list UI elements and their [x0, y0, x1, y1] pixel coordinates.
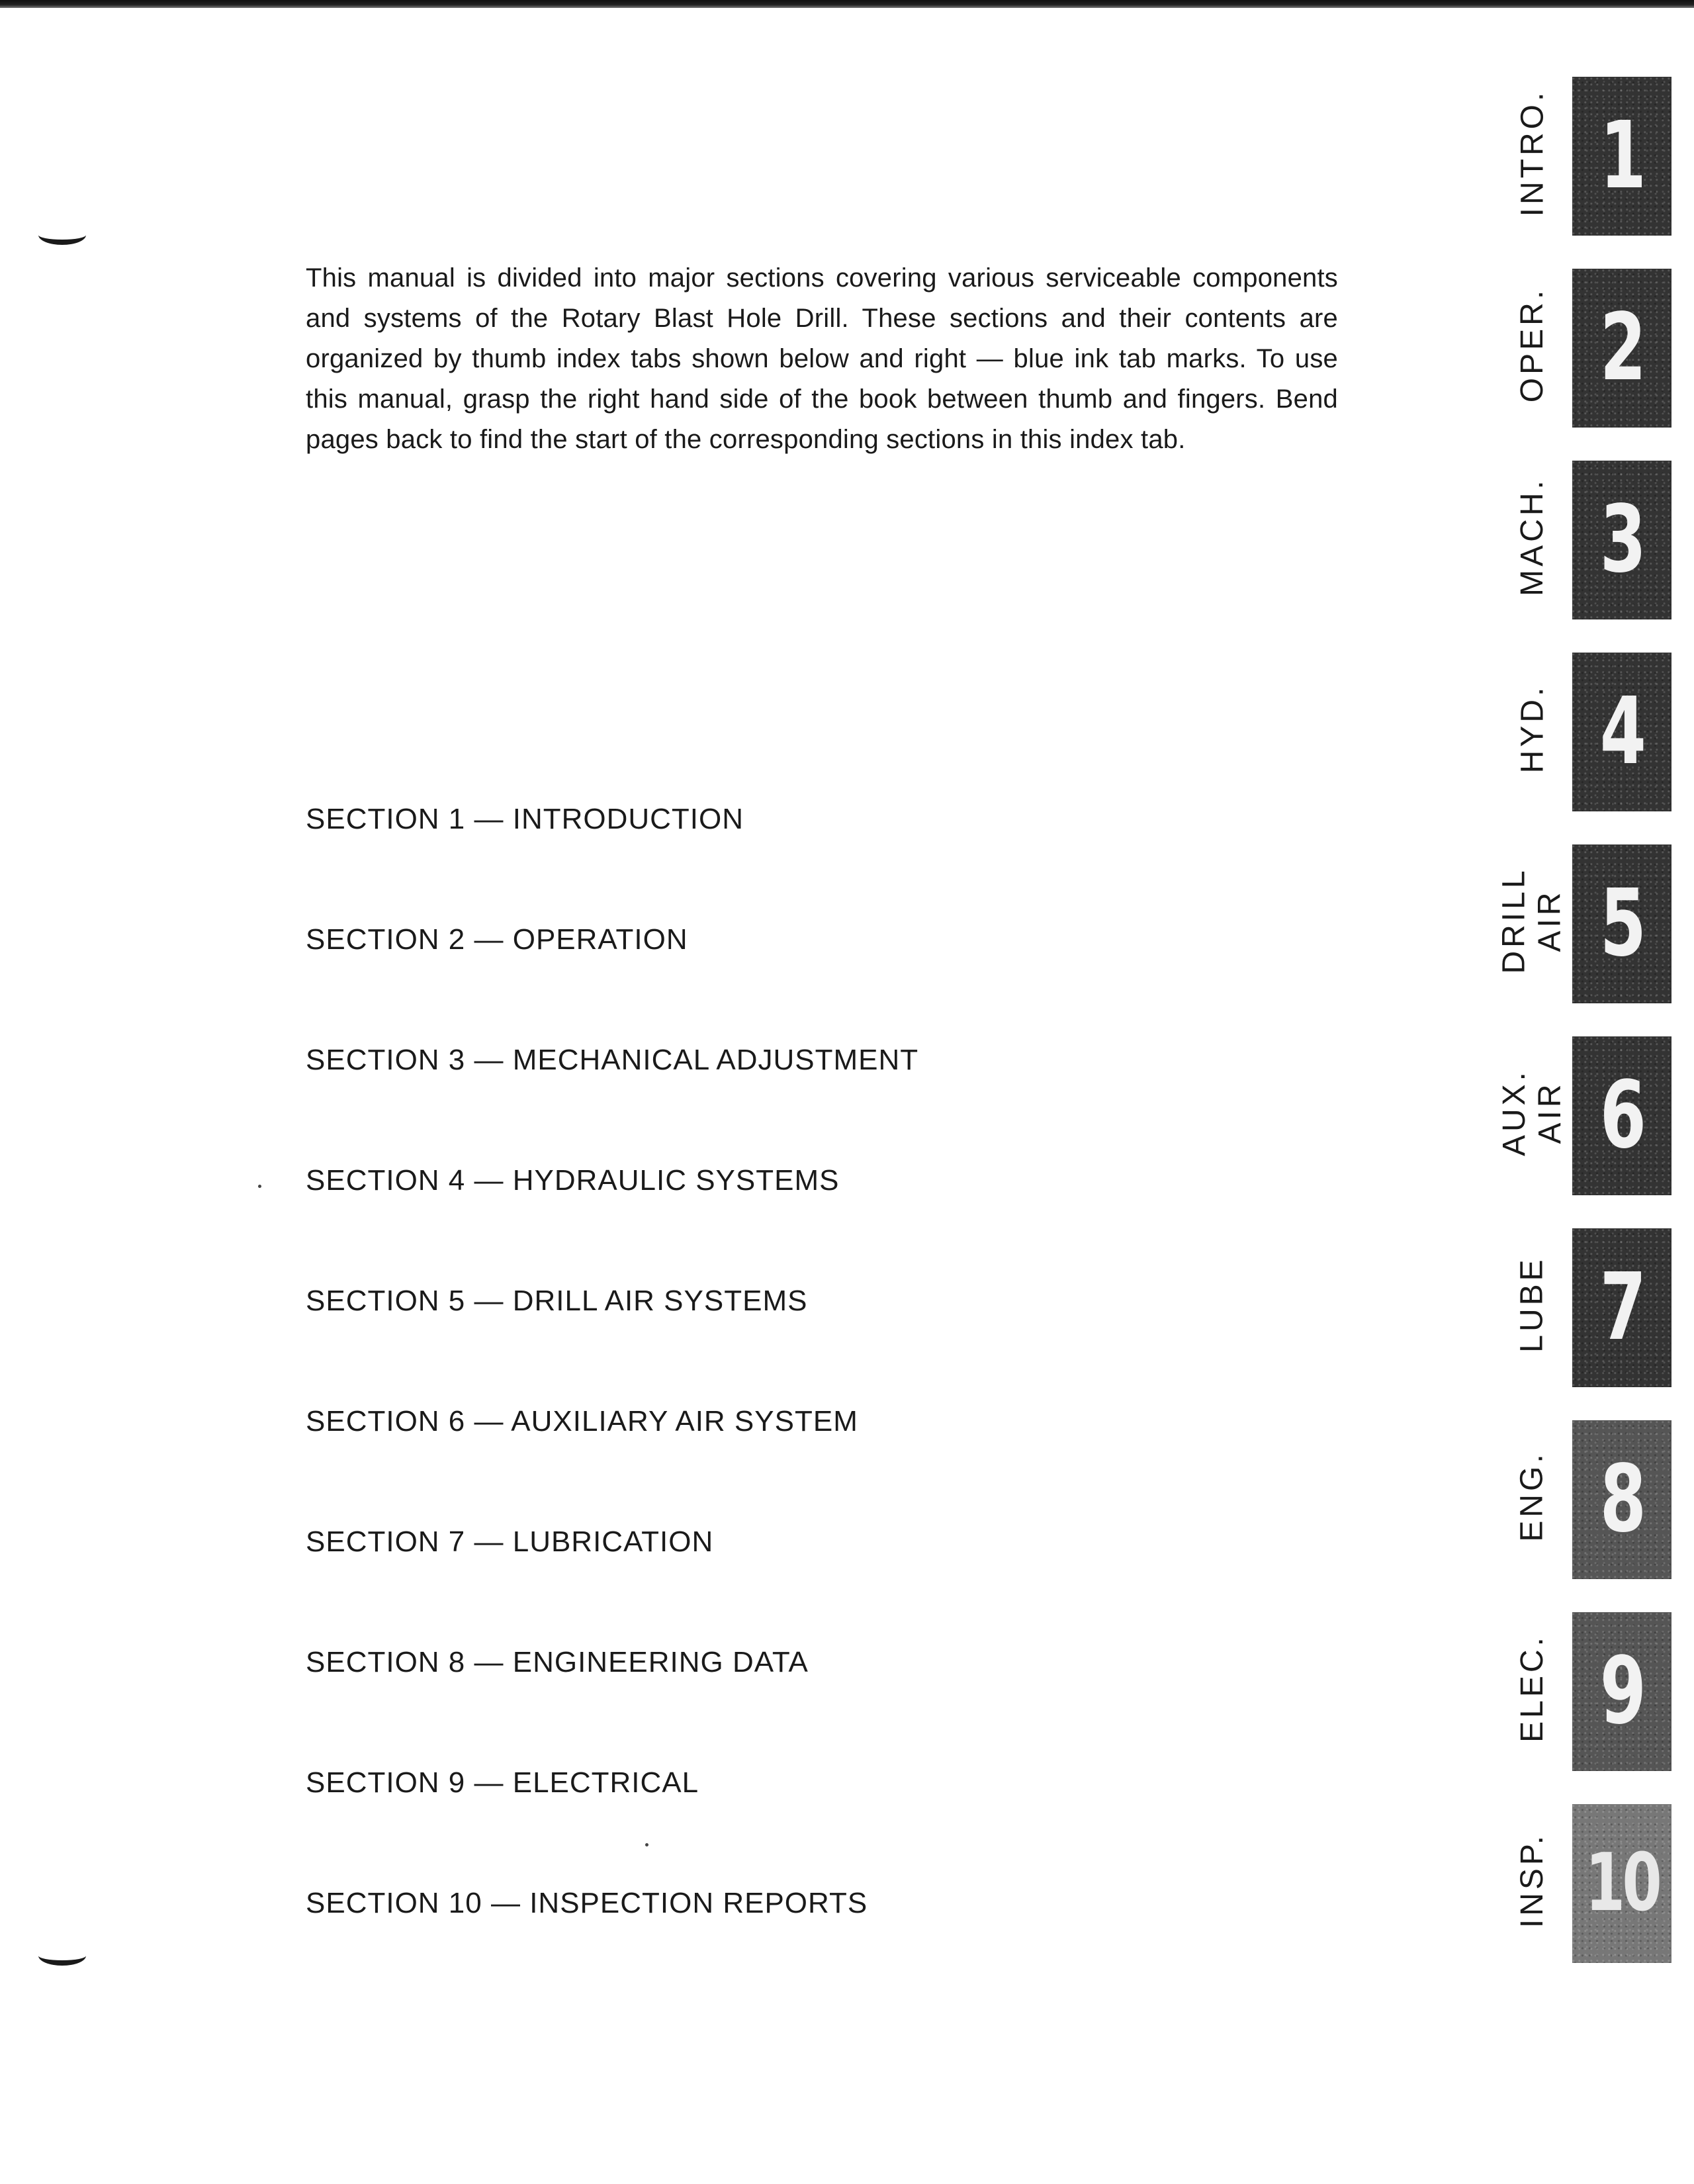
tab-number: 4 [1600, 678, 1644, 786]
tab-label-wrap [1501, 1606, 1564, 1771]
section-item-5[interactable]: SECTION 5 — DRILL AIR SYSTEMS [306, 1285, 808, 1317]
tab-label-line-2: AIR [1533, 1081, 1568, 1144]
section-item-7[interactable]: SECTION 7 — LUBRICATION [306, 1525, 714, 1558]
tab-label: OPER. [1515, 287, 1550, 403]
tab-label-wrap [1501, 1797, 1564, 1963]
section-item-10[interactable]: SECTION 10 — INSPECTION REPORTS [306, 1887, 868, 1919]
tab-number: 8 [1600, 1445, 1644, 1553]
tab-number-block [1572, 1036, 1672, 1195]
tab-number: 10 [1585, 1837, 1659, 1929]
top-edge-rule [0, 0, 1694, 8]
tab-label: LUBE [1515, 1256, 1550, 1353]
tab-label-wrap [1501, 454, 1564, 619]
tab-number: 2 [1600, 294, 1644, 402]
tab-label-wrap [1501, 70, 1564, 236]
intro-paragraph: This manual is divided into major sections covering various serviceable components and systems of the Rotary Blast Hole Drill. These sections and their contents are organized by thumb index tabs shown below and right — blue ink tab marks. To use this manual, grasp the right hand side of the book between thumb and fingers. Bend pages back to find the start of the corresponding sections in this index tab. [306, 263, 1338, 454]
thumb-tab-mach[interactable] [1501, 454, 1674, 646]
thumb-tab-intro[interactable] [1501, 70, 1674, 262]
thumb-tab-hyd[interactable] [1501, 646, 1674, 838]
section-item-9[interactable]: SECTION 9 — ELECTRICAL [306, 1766, 699, 1799]
tab-label: HYD. [1515, 684, 1550, 774]
tab-label-wrap [1501, 1222, 1564, 1387]
tab-number-block [1572, 1612, 1672, 1771]
tab-label-line-1: AUX. [1497, 1068, 1532, 1157]
binder-hole-mark-lower [38, 1946, 86, 1966]
thumb-tab-aux-air[interactable] [1497, 1030, 1674, 1222]
tab-number-block [1572, 1420, 1672, 1579]
tab-number-block [1572, 77, 1672, 236]
section-item-3[interactable]: SECTION 3 — MECHANICAL ADJUSTMENT [306, 1044, 919, 1076]
tab-number: 1 [1600, 102, 1644, 210]
tab-label: INSP. [1515, 1832, 1550, 1929]
tab-number-block [1572, 1804, 1672, 1963]
tab-label-wrap [1501, 1414, 1564, 1579]
binder-hole-mark-upper [38, 225, 86, 245]
tab-label-wrap [1497, 1030, 1568, 1195]
tab-number-block [1572, 461, 1672, 619]
section-item-4[interactable]: SECTION 4 — HYDRAULIC SYSTEMS [306, 1164, 840, 1197]
thumb-tab-insp[interactable] [1501, 1797, 1674, 1989]
thumb-tab-drill-air[interactable] [1497, 838, 1674, 1030]
section-item-6[interactable]: SECTION 6 — AUXILIARY AIR SYSTEM [306, 1405, 858, 1437]
tab-label [1497, 867, 1568, 974]
thumb-tab-oper[interactable] [1501, 262, 1674, 454]
tab-number-block [1572, 1228, 1672, 1387]
tab-label [1497, 1069, 1568, 1156]
tab-number: 3 [1600, 486, 1644, 594]
tab-label: ELEC. [1515, 1634, 1550, 1743]
thumb-index-tabs [1497, 70, 1674, 1989]
tab-number-block [1572, 844, 1672, 1003]
tab-number-block [1572, 653, 1672, 811]
section-list [306, 799, 1298, 2004]
tab-label-wrap [1501, 646, 1564, 811]
tab-label-wrap [1497, 838, 1568, 1003]
tab-number-block [1572, 269, 1672, 428]
thumb-tab-elec[interactable] [1501, 1606, 1674, 1797]
tab-label: ENG. [1515, 1451, 1550, 1542]
tab-label-line-2: AIR [1533, 889, 1568, 952]
section-item-1[interactable]: SECTION 1 — INTRODUCTION [306, 803, 744, 835]
thumb-tab-eng[interactable] [1501, 1414, 1674, 1606]
section-item-8[interactable]: SECTION 8 — ENGINEERING DATA [306, 1646, 809, 1678]
tab-label-line-1: DRILL [1497, 867, 1532, 974]
tab-number: 9 [1600, 1637, 1644, 1745]
tab-label: MACH. [1515, 477, 1550, 596]
tab-number: 6 [1600, 1062, 1644, 1169]
tab-label: INTRO. [1515, 89, 1550, 217]
thumb-tab-lube[interactable] [1501, 1222, 1674, 1414]
tab-label-wrap [1501, 262, 1564, 428]
section-item-2[interactable]: SECTION 2 — OPERATION [306, 923, 688, 956]
tab-number: 7 [1600, 1253, 1644, 1361]
tab-number: 5 [1600, 870, 1644, 978]
scan-speck [258, 1185, 261, 1188]
